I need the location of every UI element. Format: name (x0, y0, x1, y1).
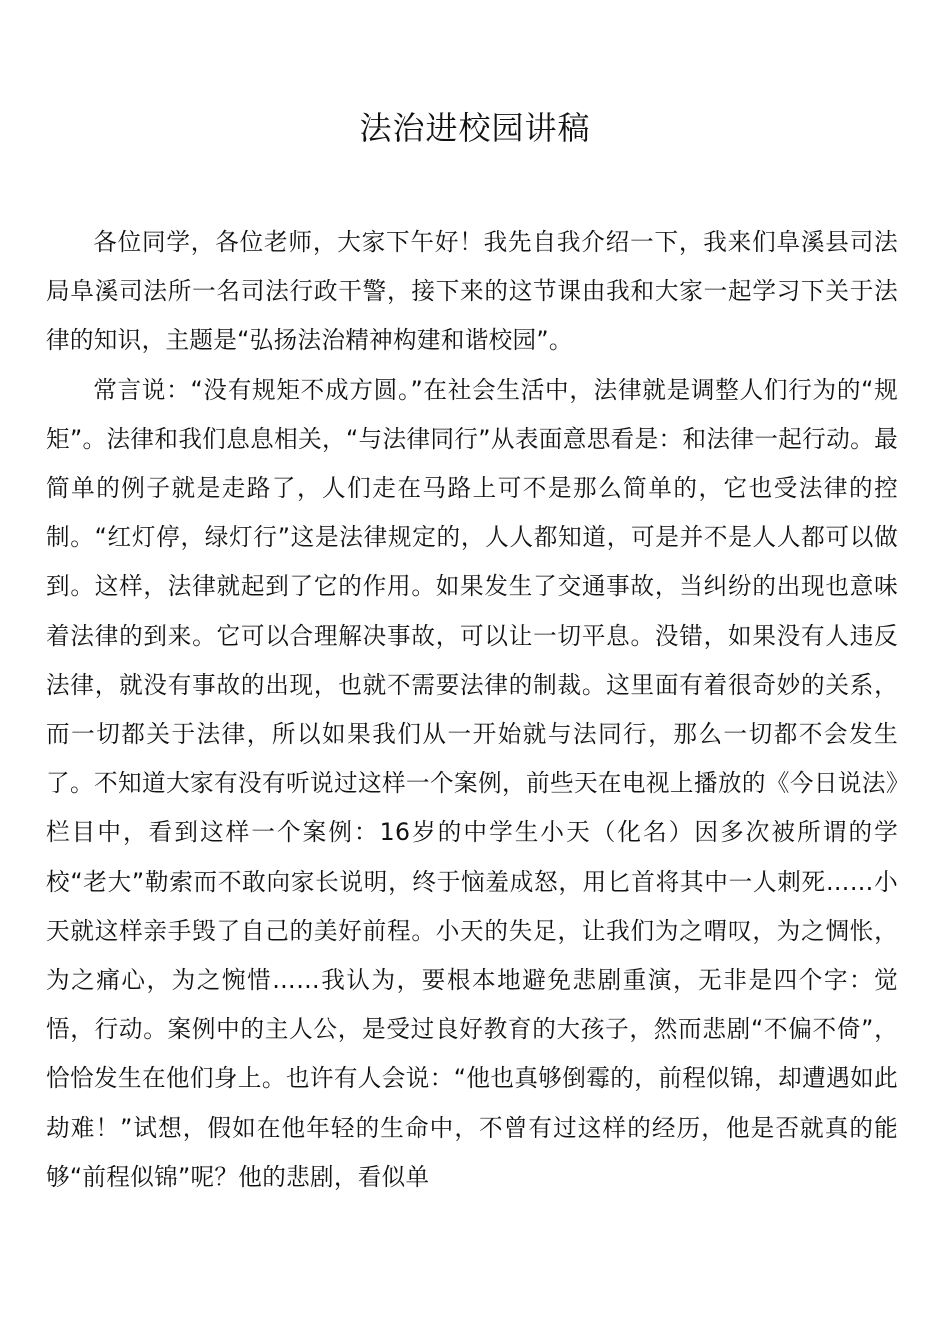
paragraph-1: 各位同学，各位老师，大家下午好！我先自我介绍一下，我来们阜溪县司法局阜溪司法所一名司法行政干警，接下来的这节课由我和大家一起学习下关于法律的知识，主题是“弘扬法治精神构建和谐校园”。 (46, 228, 898, 355)
paragraph-2: 常言说：“没有规矩不成方圆。”在社会生活中，法律就是调整人们行为的“规矩”。法律和我们息息相关，“与法律同行”从表面意思看是：和法律一起行动。最简单的例子就是走路了，人们走在马路上可不是那么简单的，它也受法律的控制。“红灯停，绿灯行”这是法律规定的，人人都知道，可是并不是人人都可以做到。这样，法律就起到了它的作用。如果发生了交通事故，当纠纷的出现也意味着法律的到来。它可以合理解决事故，可以让一切平息。没错，如果没有人违反法律，就没有事故的出现，也就不需要法律的制裁。这里面有着很奇妙的关系，而一切都关于法律，所以如果我们从一开始就与法同行，那么一切都不会发生了。不知道大家有没有听说过这样一个案例，前些天在电视上播放的《今日说法》栏目中，看到这样一个案例：16岁的中学生小天（化名）因多次被所谓的学校“老大”勒索而不敢向家长说明，终于恼羞成怒，用匕首将其中一人刺死……小天就这样亲手毁了自己的美好前程。小天的失足，让我们为之喟叹，为之惆怅，为之痛心，为之惋惜……我认为，要根本地避免悲剧重演，无非是四个字：觉悟，行动。案例中的主人公，是受过良好教育的大孩子，然而悲剧“不偏不倚”，恰恰发生在他们身上。也许有人会说：“他也真够倒霉的，前程似锦，却遭遇如此劫难！”试想，假如在他年轻的生命中，不曾有过这样的经历，他是否就真的能够“前程似锦”呢？他的悲剧，看似单 (46, 375, 898, 1191)
document-body (46, 218, 898, 1202)
page-title: 法治进校园讲稿 (359, 109, 591, 147)
